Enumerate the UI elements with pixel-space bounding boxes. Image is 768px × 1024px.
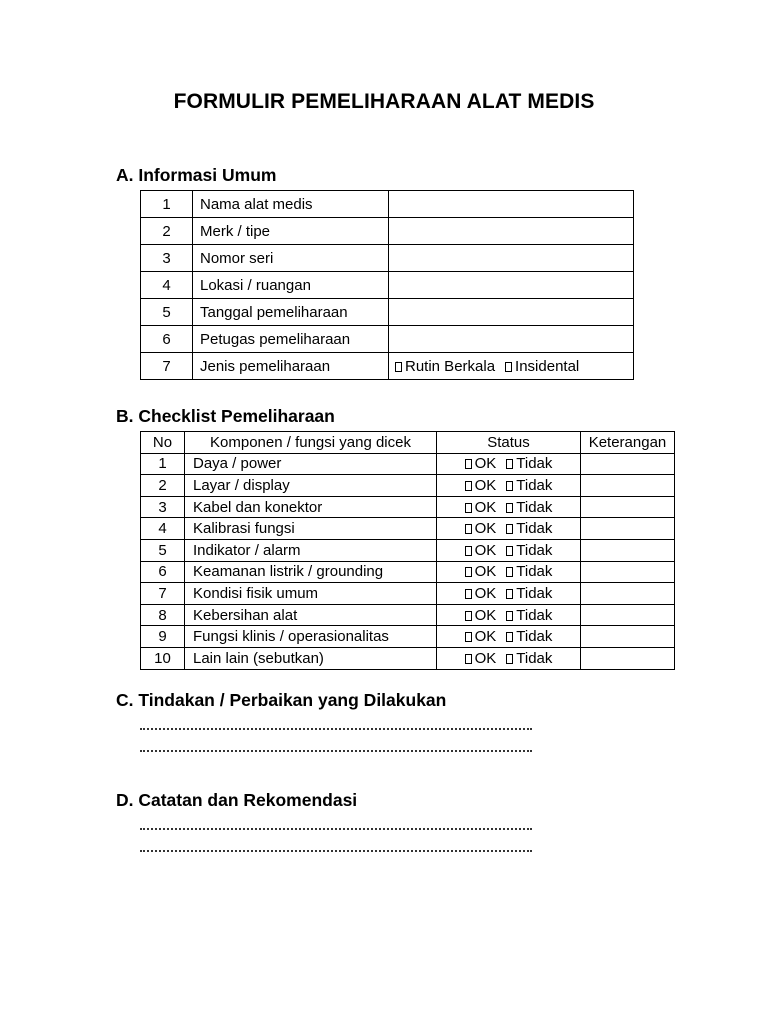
row-number: 10 (141, 647, 185, 669)
status-ok-option[interactable] (465, 628, 497, 645)
checkbox-icon[interactable] (506, 589, 513, 599)
status-tidak-option[interactable] (506, 585, 552, 602)
status-tidak-option[interactable] (506, 542, 552, 559)
component-label: Kebersihan alat (185, 604, 437, 626)
status-cell (437, 496, 581, 518)
table-row (141, 475, 675, 497)
option-label: Insidental (515, 357, 580, 375)
field-label: Nomor seri (193, 245, 389, 272)
status-tidak-label: Tidak (516, 584, 553, 602)
action-line-1[interactable] (140, 727, 532, 730)
field-value[interactable] (389, 245, 634, 272)
status-ok-label: OK (474, 563, 497, 581)
status-cell (437, 647, 581, 669)
field-label: Nama alat medis (193, 191, 389, 218)
component-label: Indikator / alarm (185, 539, 437, 561)
status-tidak-option[interactable] (506, 455, 552, 472)
note-cell[interactable] (581, 561, 675, 583)
note-cell[interactable] (581, 518, 675, 540)
page-title: FORMULIR PEMELIHARAAN ALAT MEDIS (173, 90, 595, 113)
row-number: 5 (141, 299, 193, 326)
row-number: 4 (141, 518, 185, 540)
checkbox-icon[interactable] (506, 567, 513, 577)
status-tidak-label: Tidak (516, 628, 553, 646)
checkbox-icon[interactable] (465, 524, 472, 534)
header-no: No (141, 432, 185, 454)
checkbox-icon[interactable] (465, 546, 472, 556)
note-cell[interactable] (581, 583, 675, 605)
section-a-heading: A. Informasi Umum (116, 165, 277, 185)
row-number: 9 (141, 626, 185, 648)
status-ok-label: OK (474, 541, 497, 559)
status-ok-label: OK (474, 476, 497, 494)
row-number: 1 (141, 191, 193, 218)
table-row (141, 245, 634, 272)
status-ok-label: OK (474, 649, 497, 667)
status-cell (437, 561, 581, 583)
status-tidak-label: Tidak (516, 520, 553, 538)
table-row (141, 272, 634, 299)
option-rutin[interactable] (395, 358, 495, 375)
row-number: 2 (141, 218, 193, 245)
status-ok-option[interactable] (465, 520, 497, 537)
table-row (141, 647, 675, 669)
checkbox-icon[interactable] (506, 611, 513, 621)
field-label: Merk / tipe (193, 218, 389, 245)
status-ok-option[interactable] (465, 477, 497, 494)
component-label: Kondisi fisik umum (185, 583, 437, 605)
header-component: Komponen / fungsi yang dicek (185, 432, 437, 454)
table-row (141, 353, 634, 380)
field-label: Petugas pemeliharaan (193, 326, 389, 353)
row-number: 7 (141, 353, 193, 380)
field-value[interactable] (389, 218, 634, 245)
checkbox-icon[interactable] (465, 632, 472, 642)
status-tidak-option[interactable] (506, 563, 552, 580)
row-number: 8 (141, 604, 185, 626)
table-row (141, 561, 675, 583)
status-tidak-label: Tidak (516, 563, 553, 581)
component-label: Daya / power (185, 453, 437, 475)
status-cell (437, 604, 581, 626)
status-cell (437, 583, 581, 605)
table-row (141, 583, 675, 605)
status-tidak-option[interactable] (506, 477, 552, 494)
status-cell (437, 626, 581, 648)
checkbox-icon[interactable] (506, 546, 513, 556)
status-ok-option[interactable] (465, 455, 497, 472)
status-tidak-option[interactable] (506, 607, 552, 624)
note-cell[interactable] (581, 539, 675, 561)
status-ok-label: OK (474, 520, 497, 538)
row-number: 3 (141, 496, 185, 518)
status-cell (437, 518, 581, 540)
status-tidak-label: Tidak (516, 455, 553, 473)
status-cell (437, 475, 581, 497)
status-ok-label: OK (474, 628, 497, 646)
checkbox-icon[interactable] (506, 459, 513, 469)
status-ok-option[interactable] (465, 607, 497, 624)
checkbox-icon[interactable] (506, 481, 513, 491)
checkbox-icon[interactable] (465, 589, 472, 599)
section-b-heading: B. Checklist Pemeliharaan (116, 406, 335, 426)
field-value[interactable] (389, 272, 634, 299)
status-ok-label: OK (474, 498, 497, 516)
table-row (141, 539, 675, 561)
status-tidak-label: Tidak (516, 476, 553, 494)
row-number: 1 (141, 453, 185, 475)
status-cell (437, 453, 581, 475)
table-header-row (141, 432, 675, 454)
table-row (141, 518, 675, 540)
action-line-2[interactable] (140, 749, 532, 752)
checkbox-icon[interactable] (465, 654, 472, 664)
checkbox-icon[interactable] (465, 503, 472, 513)
row-number: 2 (141, 475, 185, 497)
note-cell[interactable] (581, 647, 675, 669)
section-d-heading: D. Catatan dan Rekomendasi (116, 790, 358, 810)
maintenance-type-options (389, 353, 634, 380)
checkbox-icon[interactable] (506, 503, 513, 513)
status-ok-option[interactable] (465, 563, 497, 580)
field-value[interactable] (389, 191, 634, 218)
status-ok-option[interactable] (465, 499, 497, 516)
note-cell[interactable] (581, 626, 675, 648)
status-tidak-label: Tidak (516, 606, 553, 624)
row-number: 4 (141, 272, 193, 299)
checkbox-icon[interactable] (395, 362, 402, 372)
status-tidak-option[interactable] (506, 628, 552, 645)
option-insidental[interactable] (505, 358, 579, 375)
row-number: 5 (141, 539, 185, 561)
checkbox-icon[interactable] (506, 632, 513, 642)
table-row (141, 604, 675, 626)
status-ok-label: OK (474, 584, 497, 602)
component-label: Keamanan listrik / grounding (185, 561, 437, 583)
checkbox-icon[interactable] (465, 611, 472, 621)
field-value[interactable] (389, 299, 634, 326)
row-number: 6 (141, 326, 193, 353)
table-row (141, 453, 675, 475)
section-c-heading: C. Tindakan / Perbaikan yang Dilakukan (116, 690, 447, 710)
status-ok-label: OK (474, 606, 497, 624)
status-tidak-option[interactable] (506, 499, 552, 516)
row-number: 6 (141, 561, 185, 583)
header-status: Status (437, 432, 581, 454)
table-row (141, 299, 634, 326)
component-label: Fungsi klinis / operasionalitas (185, 626, 437, 648)
checkbox-icon[interactable] (506, 654, 513, 664)
checkbox-icon[interactable] (465, 459, 472, 469)
general-info-table (140, 190, 634, 380)
component-label: Layar / display (185, 475, 437, 497)
table-row (141, 326, 634, 353)
note-cell[interactable] (581, 496, 675, 518)
status-ok-option[interactable] (465, 650, 497, 667)
component-label: Lain lain (sebutkan) (185, 647, 437, 669)
note-cell[interactable] (581, 453, 675, 475)
note-cell[interactable] (581, 604, 675, 626)
status-tidak-option[interactable] (506, 520, 552, 537)
field-label: Tanggal pemeliharaan (193, 299, 389, 326)
table-row (141, 496, 675, 518)
status-tidak-label: Tidak (516, 541, 553, 559)
notes-line-2[interactable] (140, 849, 532, 852)
component-label: Kabel dan konektor (185, 496, 437, 518)
option-label: Rutin Berkala (405, 357, 496, 375)
status-cell (437, 539, 581, 561)
status-tidak-label: Tidak (516, 649, 553, 667)
table-row (141, 218, 634, 245)
field-value[interactable] (389, 326, 634, 353)
notes-line-1[interactable] (140, 827, 532, 830)
checkbox-icon[interactable] (465, 567, 472, 577)
note-cell[interactable] (581, 475, 675, 497)
status-tidak-option[interactable] (506, 650, 552, 667)
table-row (141, 626, 675, 648)
header-note: Keterangan (581, 432, 675, 454)
checkbox-icon[interactable] (465, 481, 472, 491)
component-label: Kalibrasi fungsi (185, 518, 437, 540)
field-label: Jenis pemeliharaan (193, 353, 389, 380)
field-label: Lokasi / ruangan (193, 272, 389, 299)
status-ok-option[interactable] (465, 542, 497, 559)
status-ok-option[interactable] (465, 585, 497, 602)
row-number: 3 (141, 245, 193, 272)
status-ok-label: OK (474, 455, 497, 473)
checkbox-icon[interactable] (506, 524, 513, 534)
maintenance-checklist-table (140, 431, 675, 670)
checkbox-icon[interactable] (505, 362, 512, 372)
row-number: 7 (141, 583, 185, 605)
table-row (141, 191, 634, 218)
status-tidak-label: Tidak (516, 498, 553, 516)
